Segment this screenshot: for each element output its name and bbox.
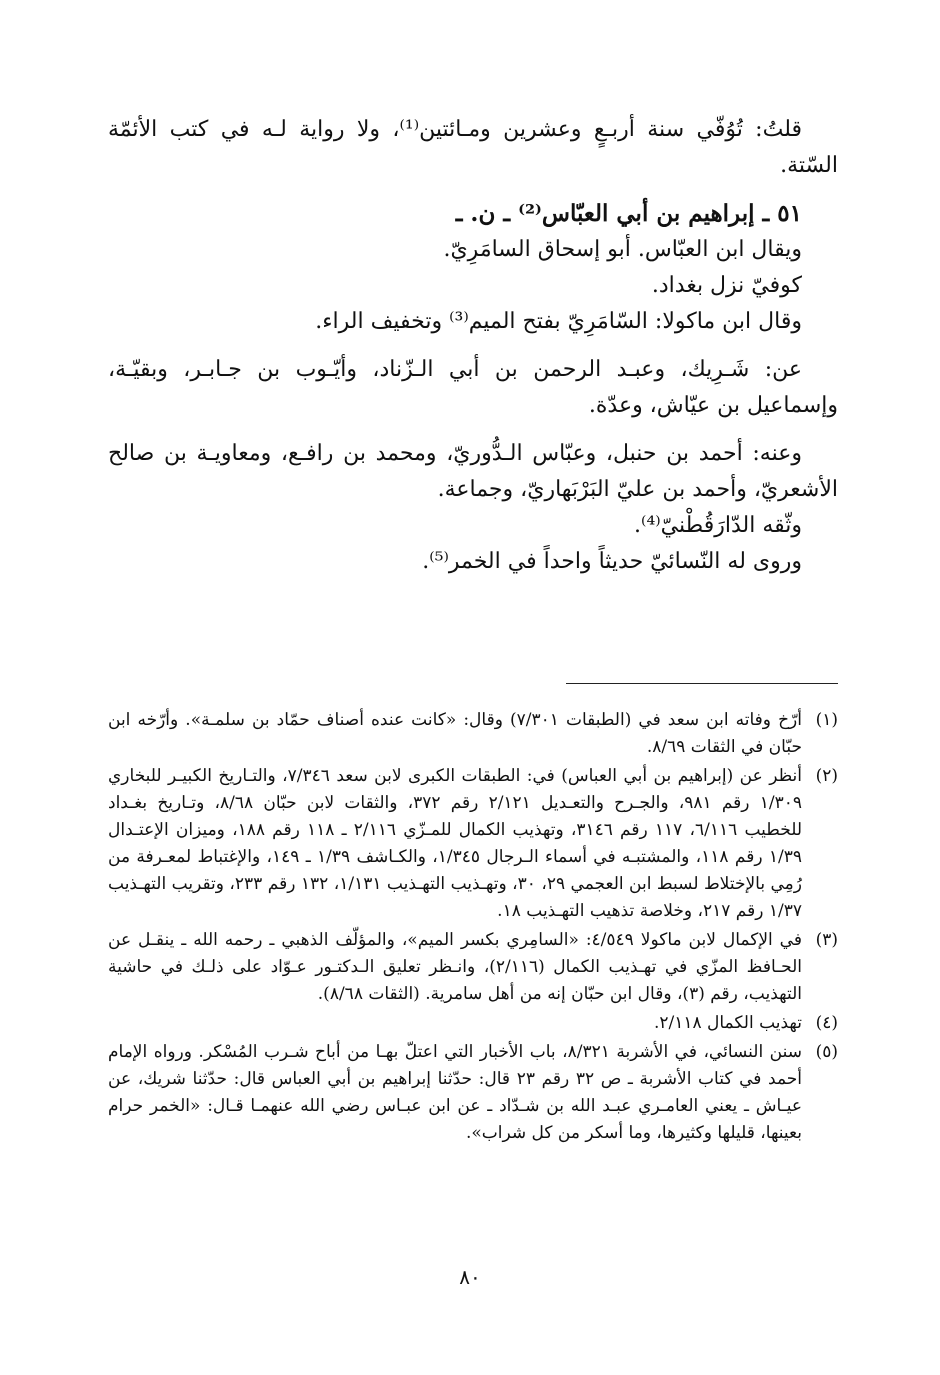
paragraph-origin: كوفيّ نزل بغداد.: [651, 273, 802, 298]
footnote-text: أرّخ وفاته ابن سعد في (الطبقات ٧/٣٠١) وقال: «كانت عنده أصناف حمّاد بن سلمـة». وأرّخه ابن حبّان في الثقات ٨/٦٩.: [108, 710, 802, 757]
footnotes: [108, 707, 838, 1149]
footnote-number: (٥): [815, 1042, 838, 1062]
footnote-number: (١): [815, 710, 838, 730]
footnote-item: [108, 1010, 838, 1037]
footnote-number: (٤): [815, 1013, 838, 1033]
paragraph-alt-name: ويقال ابن العبّاس. أبو إسحاق السامَرِيّ.: [443, 237, 802, 262]
footnote-item: [108, 707, 838, 761]
footnote-item: [108, 927, 838, 1008]
paragraph-daraqutni: وثّقه الدّارَقُطْنيّ⁽⁴⁾.: [634, 513, 802, 538]
footnote-item: [108, 763, 838, 925]
footnote-text: أنظر عن (إبراهيم بن أبي العباس) في: الطبقات الكبرى لابن سعد ٧/٣٤٦، والتـاريخ الكبيـر للبخاري ١/٣٠٩ رقم ٩٨١، والجـرح والتعـديل ٢/١٢١ رقم ٣٧٢، والثقات لابن حبّان ٨/٦٨، وتـاريخ بغـداد للخطيب ٦/١١٦، ١١٧ رقم ٣١٤٦، وتهذيب الكمال للمـزّي ٢/١١٦ ـ ١١٨ رقم ١٨٨، وميزان الإعتـدال ١/٣٩ رقم ١١٨، والمشتبـه في أسماء الـرجال ١/٣٤٥، والكـاشف ١/٣٩ ـ ١٤٩، والإغتباط لمعـرفة من رُمِي بالإختلاط لسبط ابن العجمي ٢٩، ٣٠، وتهـذيب التهـذيب ١/١٣١، ١٣٢ رقم ٢٣٣، وتقريب التهـذيب ١/٣٧ رقم ٢١٧، وخلاصة تذهيب التهـذيب ١٨.: [108, 766, 803, 921]
footnote-number: (٣): [815, 930, 838, 950]
paragraph-death-note: قلتُ: تُوُفّي سنة أربـعٍ وعشرين ومـائتين⁽¹⁾، ولا رواية لـه في كتب الأئمّة السّتة.: [108, 117, 838, 178]
paragraph-narrated-from: عن: شَـرِيك، وعبـد الرحمن بن أبي الـزّناد، وأيّـوب بن جـابـر، وبقيّـة، وإسماعيل بن عيّاش، وعدّة.: [108, 357, 838, 418]
footnote-text: في الإكمال لابن ماكولا ٤/٥٤٩: «السامِري بكسر الميم»، والمؤلّف الذهبي ـ رحمه الله ـ ينقـل عن الحـافظ المزّي في تهـذيب الكمال (٢/١١٦)، وانـظر تعليق الـدكتـور عـوّاد على ذلـك في حاشية التهذيب، رقم (٣)، وقال ابن حبّان إنه من أهل سامرية. (الثقات ٨/٦٨).: [108, 930, 802, 1004]
entry-heading: ٥١ ـ إبراهيم بن أبي العبّاس⁽²⁾ ـ ن. ـ: [455, 200, 802, 227]
footnote-number: (٢): [815, 766, 838, 786]
paragraph-narrators-from-him: وعنه: أحمد بن حنبل، وعبّاس الـدُّوريّ، ومحمد بن رافـع، ومعاويـة بن صالح الأشعريّ، وأحمد بن عليّ البَرْبَهاريّ، وجماعة.: [108, 441, 838, 502]
main-text: [108, 112, 838, 580]
paragraph-ibn-makula: وقال ابن ماكولا: السّامَرِيّ بفتح الميم⁽³⁾ وتخفيف الراء.: [315, 309, 802, 334]
page-number: ٨٠: [459, 1265, 481, 1289]
footnote-separator: [566, 683, 838, 684]
paragraph-nasai: وروى له النّسائيّ حديثاً واحداً في الخمر⁽⁵⁾.: [422, 549, 802, 574]
footnote-text: تهذيب الكمال ٢/١١٨.: [653, 1013, 802, 1033]
footnote-item: [108, 1039, 838, 1147]
footnote-text: سنن النسائي، في الأشربة ٨/٣٢١، باب الأخبار التي اعتلّ بهـا من أباح شـرب المُسْكر. ورواه الإمام أحمد في كتاب الأشربة ـ ص ٣٢ رقم ٢٣ قال: حدّثنا إبراهيم بن أبي العباس قال: حدّثنا شريك، عن عيـاش ـ يعني العامـري عبـد الله بن شـدّاد ـ عن ابن عبـاس رضي الله عنهمـا قـال: «الخمر حرام بعينها، قليلها وكثيرها، وما أسكر من كل شراب».: [108, 1042, 802, 1143]
